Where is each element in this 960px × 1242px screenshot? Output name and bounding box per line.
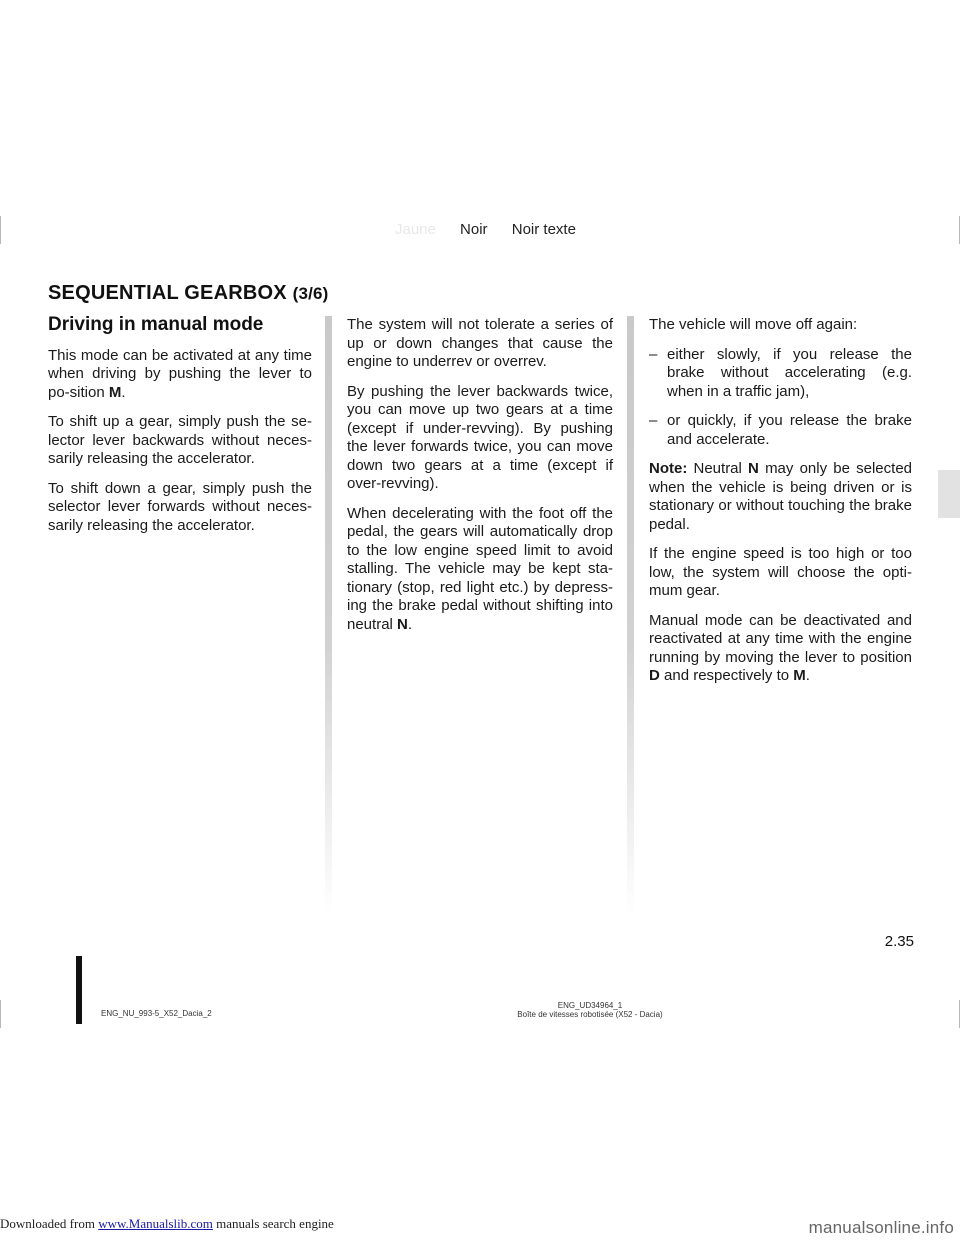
column-2 [347,316,613,645]
footer-doc-code: ENG_NU_993-5_X52_Dacia_2 [101,1009,212,1018]
bold-text: N [397,615,408,633]
text-run: When decelerating with the foot off the pedal, the gears will automatically drop to the low engine speed limit to avoid stalling. The vehicle may be kept sta-tionary (stop, red light etc.) by depress-ing the brake pedal without shifting into neutral [347,504,613,633]
bold-text: M [108,383,122,401]
note-paragraph [649,460,912,534]
color-marks [395,221,596,238]
dash-bullet: – [649,345,658,363]
chapter-tab [938,470,960,518]
paragraph: If the engine speed is too high or too low, the system will choose the opti-mum gear. [649,545,912,599]
paragraph: To shift down a gear, simply push the selector lever forwards without neces-sarily releasing the accelerator. [48,479,312,534]
text-run: Manual mode can be deactivated and reactivated at any time with the engine running by moving the lever to position [649,611,912,666]
page-title-sub: (3/6) [292,284,329,303]
download-banner-prefix: Downloaded from [0,1216,99,1231]
color-mark-noir-texte: Noir texte [511,221,576,238]
text-run: and respectively to [659,667,794,684]
note-label: Note: [649,460,688,477]
crop-mark-top-left [0,216,1,244]
crop-mark-bottom-left [0,1000,1,1028]
footer-section-title: Boîte de vitesses robotisée (X52 - Dacia) [517,1010,663,1019]
paragraph: The vehicle will move off again: [649,316,858,333]
page-title-main: SEQUENTIAL GEARBOX [48,282,287,304]
list-item [649,412,912,449]
footer-section-ref [495,1001,685,1019]
color-mark-noir: Noir [460,221,488,238]
text-run: may only be selected when the vehicle is being driven or is stationary or without touching the brake pedal. [649,460,912,533]
list-item-text: either slowly, if you release the brake without accelerating (e.g. when in a traffic jam), [667,345,912,400]
brand-watermark: manualsonline.info [808,1218,954,1237]
paragraph [48,347,312,403]
list-item-text: or quickly, if you release the brake and accelerate. [667,412,912,448]
page-title [48,282,329,305]
page-number: 2.35 [884,933,914,950]
manualslib-link[interactable]: www.Manualslib.com [98,1216,213,1231]
paragraph: To shift up a gear, simply push the se-lector lever backwards without neces-sarily releasing the accelerator. [48,413,312,467]
paragraph: By pushing the lever backwards twice, you can move up two gears at a time (except if under-revving). By pushing the lever forwards twice, you can move down two gears at a time (except if over-revving). [347,382,613,492]
list-item [649,346,912,402]
column-1 [48,316,312,546]
column-3 [649,316,912,697]
bold-text: N [748,460,759,477]
paragraph [649,612,912,686]
dash-bullet: – [649,412,658,429]
paragraph: The system will not tolerate a series of up or down changes that cause the engine to underrev or overrev. [347,316,613,370]
footer-bar [76,956,82,1024]
footer-section-code: ENG_UD34964_1 [557,1001,623,1010]
bold-text: D [649,667,660,684]
text-run: This mode can be activated at any time when driving by pushing the lever to po-sition [48,346,312,401]
text-run: . [407,615,413,633]
download-banner [0,1216,334,1232]
text-run: . [121,383,126,401]
text-run: Neutral [687,460,749,477]
download-banner-suffix: manuals search engine [212,1216,334,1231]
column-divider-bar [325,316,332,916]
column-divider-bar [627,316,634,916]
color-mark-jaune: Jaune [395,221,436,238]
section-heading: Driving in manual mode [48,314,264,335]
text-run: . [805,667,810,684]
bold-text: M [793,667,806,684]
paragraph [347,505,613,635]
